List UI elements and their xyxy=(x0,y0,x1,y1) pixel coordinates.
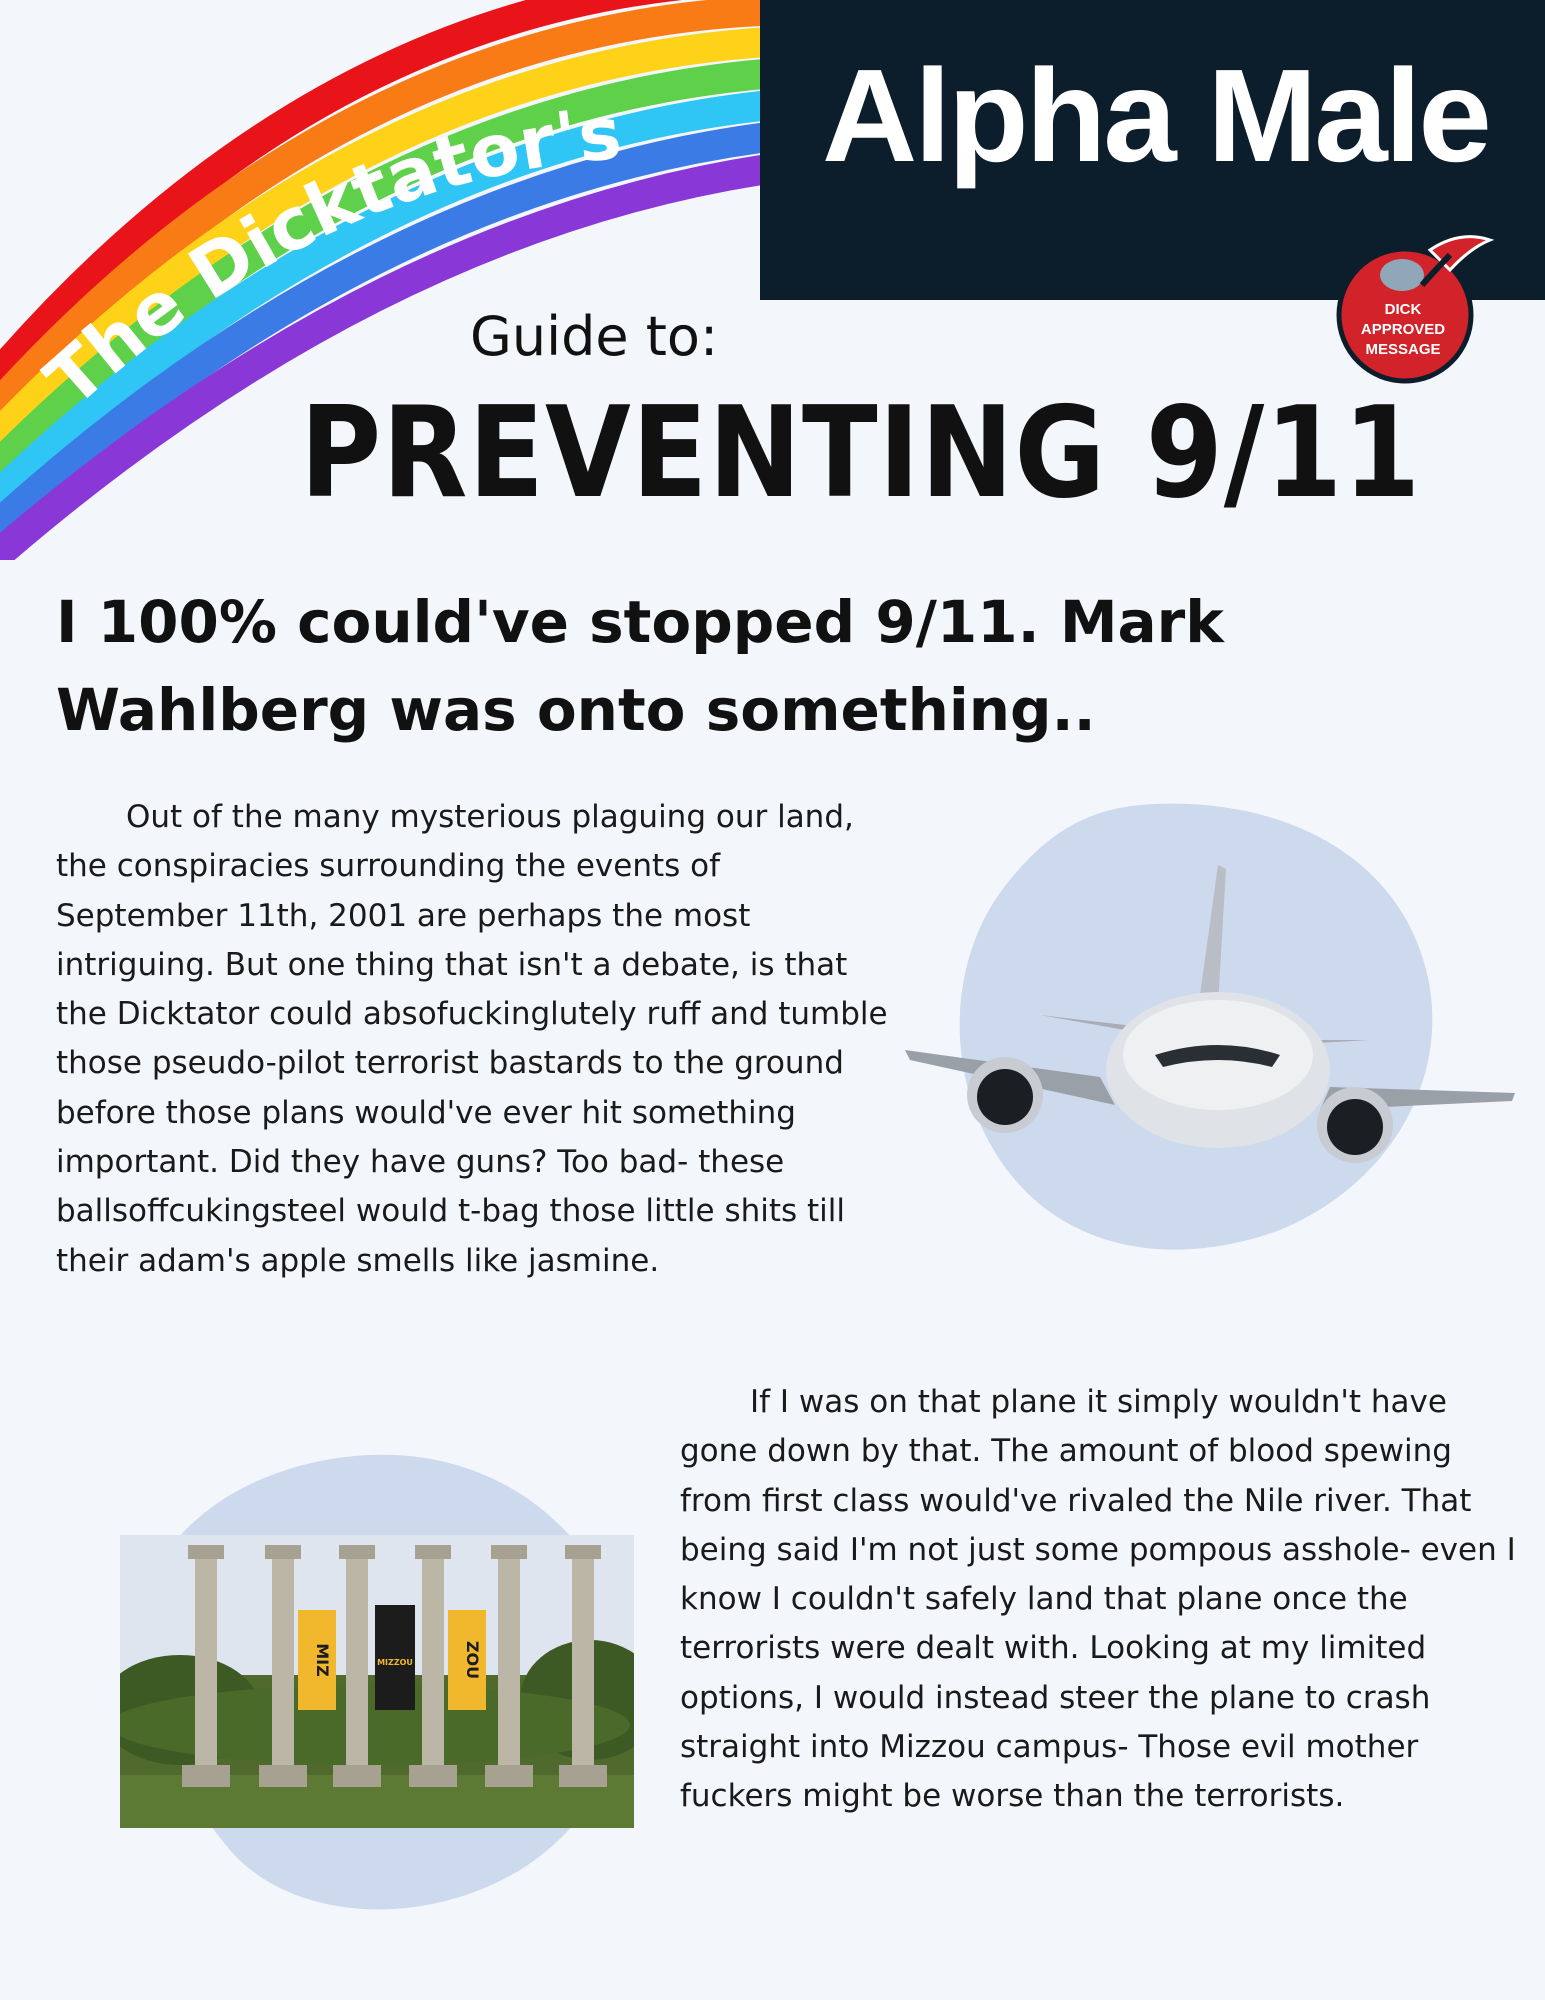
banner-miz-text: MIZ xyxy=(313,1643,332,1677)
header-title: Alpha Male xyxy=(822,42,1489,189)
airplane-image xyxy=(900,855,1520,1185)
badge-line: MESSAGE xyxy=(1365,341,1441,358)
headline: I 100% could've stopped 9/11. Mark Wahlberg was onto something.. xyxy=(56,588,1224,744)
banner-zou-text: ZOU xyxy=(463,1640,482,1680)
guide-label: Guide to: xyxy=(470,305,719,368)
badge-line: DICK xyxy=(1384,301,1422,318)
page-title: PREVENTING 9/11 xyxy=(300,379,1422,526)
badge-line: APPROVED xyxy=(1360,321,1446,338)
body-paragraph-1: Out of the many mysterious plaguing our land, the conspiracies surrounding the events of September 11th, 2001 are perhaps the most intriguing. But one thing that isn't a debate, is that the Dicktator could absofuckinglutely ruff and tumble those pseudo-pilot terrorist bastards to the ground before those plans would've ever hit something important. Did they have guns? Too bad- these ballsoffcukingsteel would t-bag those little shits till their adam's apple smells like jasmine. xyxy=(56,799,888,1279)
arc-title: The Dicktator's xyxy=(29,90,625,423)
mizzou-columns-photo xyxy=(120,1535,634,1828)
body-paragraph-2: If I was on that plane it simply wouldn't have gone down by that. The amount of blood spewing from first class would've rivaled the Nile river. That being said I'm not just some pompous asshole- even I know I couldn't safely land that plane once the terrorists were dealt with. Looking at my limited options, I would instead steer the plane to crash straight into Mizzou campus- Those evil mother fuckers might be worse than the terrorists. xyxy=(680,1384,1516,1815)
banner-center-text: MIZZOU xyxy=(377,1658,413,1667)
badge-text xyxy=(1338,300,1468,360)
